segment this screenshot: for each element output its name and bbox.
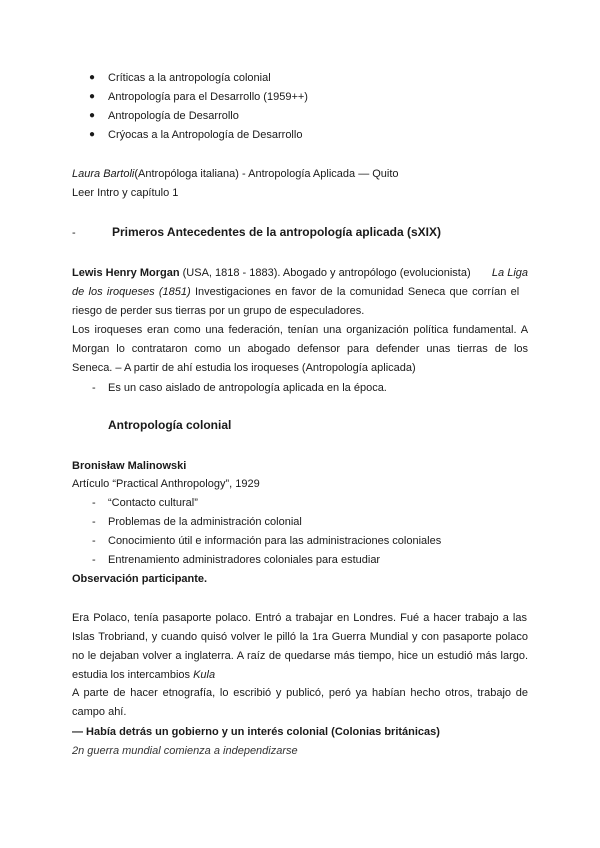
- morgan-line-4: Los iroqueses eran como una federación, tenían una organización política fundamental. A: [72, 324, 529, 336]
- author-line: [72, 167, 399, 181]
- para-line-6: campo ahí.: [72, 706, 127, 718]
- list-item: Crýocas a la Antropología de Desarrollo: [108, 129, 303, 141]
- para-line-3: no le dejaban volver a inglaterra. A raíz de quedarse más tiempo, hice un estudió más largo.: [72, 650, 529, 662]
- bullet-marker: ●: [89, 72, 96, 83]
- para-line-4: [72, 668, 528, 682]
- colonial-interest-line: — Había detrás un gobierno y un interés colonial (Colonias británicas): [72, 726, 440, 738]
- morgan-line-1-text: (USA, 1818 - 1883). Abogado y antropólogo (evolucionista): [179, 267, 471, 279]
- malinowski-article: Artículo “Practical Anthropology”, 1929: [72, 478, 260, 490]
- list-item: Antropología para el Desarrollo (1959++): [108, 91, 308, 103]
- para-line-1: Era Polaco, tenía pasaporte polaco. Entró a trabajar en Londres. Fué a hacer trabajo a las: [72, 612, 527, 624]
- heading-dash: -: [72, 227, 76, 239]
- list-item: Problemas de la administración colonial: [108, 516, 302, 528]
- malinowski-name: Bronisław Malinowski: [72, 460, 187, 472]
- section-heading-antecedentes: Primeros Antecedentes de la antropología aplicada (sXIX): [112, 225, 441, 239]
- bullet-marker: ●: [89, 91, 96, 102]
- morgan-line-6: Seneca. – A partir de ahí estudia los iroqueses (Antropología aplicada): [72, 362, 416, 374]
- list-item: Entrenamiento administradores coloniales para estudiar: [108, 554, 381, 566]
- list-item: Antropología de Desarrollo: [108, 110, 239, 122]
- para-line-4-text: estudia los intercambios: [72, 669, 194, 681]
- list-item: “Contacto cultural”: [108, 497, 198, 509]
- dash-marker: -: [92, 497, 96, 509]
- morgan-line-3: riesgo de perder sus tierras por un grupo de especuladores.: [72, 305, 365, 317]
- dash-marker: -: [92, 382, 96, 394]
- author-details: (Antropóloga italiana) - Antropología Aplicada — Quito: [134, 168, 399, 180]
- para-line-2: Islas Trobriand, y cuando quisó volver le pilló la 1ra Guerra Mundial y con pasaporte polaco: [72, 631, 528, 643]
- dash-marker: -: [92, 516, 96, 528]
- observation-label: Observación participante.: [72, 573, 208, 585]
- bullet-marker: ●: [89, 110, 96, 121]
- morgan-book-title-start: La Liga: [491, 267, 528, 279]
- morgan-sub-item: Es un caso aislado de antropología aplicada en la época.: [108, 382, 387, 394]
- morgan-line-2-text: Investigaciones en favor de la comunidad Seneca que corrían el: [190, 286, 520, 298]
- list-item: Conocimiento útil e información para las administraciones coloniales: [108, 535, 442, 547]
- author-name: Laura Bartoli: [72, 168, 135, 180]
- list-item: Críticas a la antropología colonial: [108, 72, 271, 84]
- kula-term: Kula: [193, 669, 216, 681]
- ww2-note: 2n guerra mundial comienza a independizarse: [72, 745, 298, 757]
- section-heading-colonial: Antropología colonial: [108, 418, 232, 432]
- morgan-line-5: Morgan lo contrataron como un abogado defensor para defender unas tierras de los: [72, 343, 529, 355]
- reading-note: Leer Intro y capítulo 1: [72, 187, 179, 199]
- morgan-line-1: [72, 266, 528, 280]
- morgan-book-title-end: de los iroqueses (1851): [72, 286, 191, 298]
- dash-marker: -: [92, 554, 96, 566]
- bullet-marker: ●: [89, 129, 96, 140]
- dash-marker: -: [92, 535, 96, 547]
- para-line-5: A parte de hacer etnografía, lo escribió y publicó, peró ya habían hecho otros, trabajo de: [72, 687, 528, 699]
- morgan-line-2: [72, 285, 528, 299]
- morgan-name: Lewis Henry Morgan: [72, 267, 180, 279]
